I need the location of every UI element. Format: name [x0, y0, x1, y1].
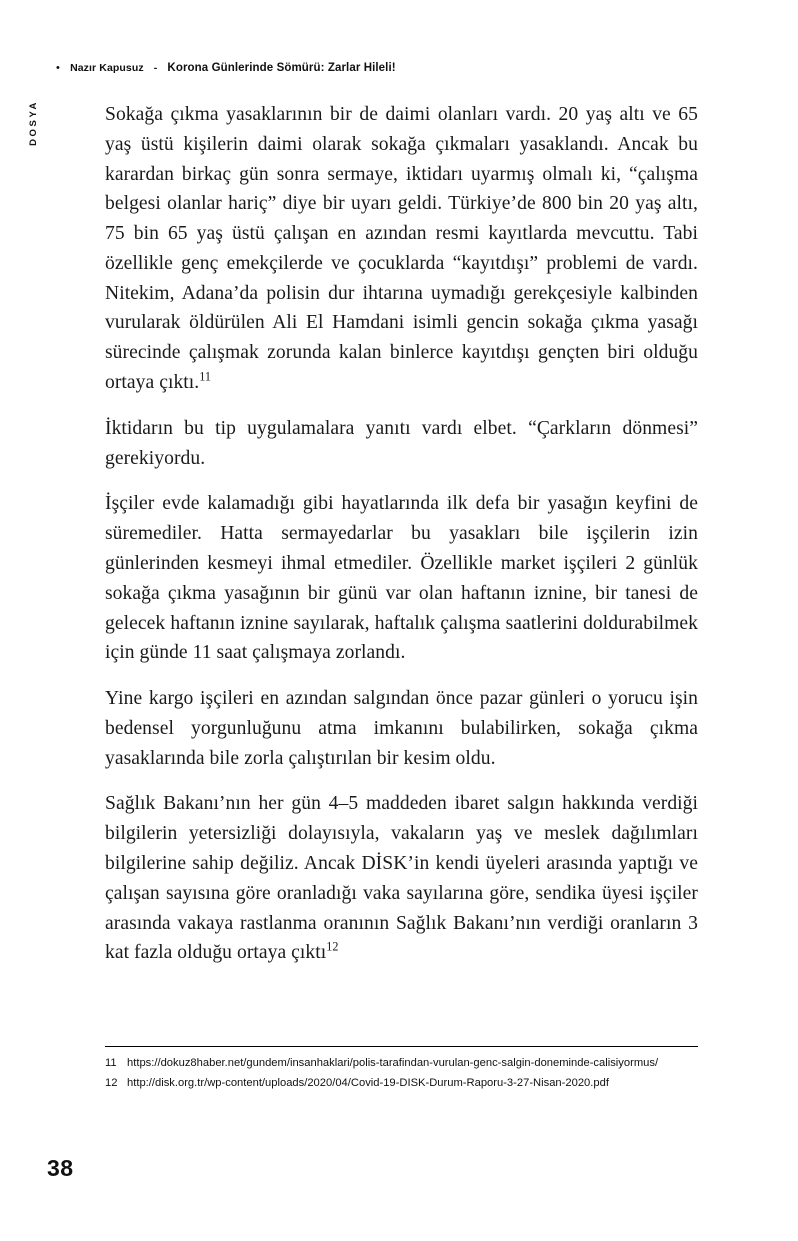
paragraph-text: Sağlık Bakanı’nın her gün 4–5 maddeden ibaret salgın hakkında verdiği bilgilerin yetersizliği dolayısıyla, vakaların yaş ve meslek dağılımları bilgilerine sahip değiliz. Ancak DİSK’in kendi üyeleri arasında yaptığı ve çalışan sayısına göre oranladığı vaka sayılarına göre, sendika üyesi işçiler arasında vakaya rastlanma oranının Sağlık Bakanı’nın verdiği oranların 3 kat fazla olduğu ortaya çıktı	[105, 793, 698, 964]
footnote-url[interactable]: http://disk.org.tr/wp-content/uploads/2020/04/Covid-19-DISK-Durum-Raporu-3-27-Nisan-2020.pdf	[127, 1076, 609, 1089]
footnote-number: 11	[105, 1057, 117, 1069]
page-number: 38	[47, 1155, 74, 1181]
paragraph	[105, 789, 698, 968]
running-head	[56, 62, 716, 74]
footnote-number: 12	[105, 1076, 118, 1089]
footnote-area	[105, 1046, 698, 1096]
footnote-url[interactable]: https://dokuz8haber.net/gundem/insanhaklari/polis-tarafindan-vurulan-genc-salgin-doneminde-calisiyormus/	[127, 1057, 659, 1069]
paragraph: İktidarın bu tip uygulamalara yanıtı vardı elbet. “Çarkların dönmesi” gerekiyordu.	[105, 417, 698, 469]
footnote-item	[105, 1056, 698, 1072]
running-head-title: Korona Günlerinde Sömürü: Zarlar Hileli!	[167, 62, 396, 74]
paragraph: Yine kargo işçileri en azından salgından önce pazar günleri o yorucu işin bedensel yorgunluğunu atma imkanını bulabilirken, sokağa çıkma yasaklarında bile zorla çalıştırılan bir kesim oldu.	[105, 688, 698, 769]
section-tab-label: DOSYA	[28, 100, 39, 146]
footnote-marker[interactable]: 12	[326, 939, 339, 954]
running-head-dash: -	[153, 62, 158, 74]
bullet-icon: •	[56, 61, 61, 74]
footnote-item	[105, 1076, 698, 1092]
paragraph: İşçiler evde kalamadığı gibi hayatlarında ilk defa bir yasağın keyfini de süremediler. Hatta sermayedarlar bu yasakları bile işçilerin izin günlerinden kesmeyi ihmal etmediler. Özellikle market işçileri 2 günlük sokağa çıkma yasağının bir günü var olan haftanın iznine, bir tanesi de gelecek haftanın iznine sayılarak, haftalık çalışma saatlerini doldurabilmek için günde 11 saat çalışmaya zorlandı.	[105, 493, 698, 664]
running-head-author: Nazır Kapusuz	[70, 62, 144, 74]
paragraph-text: Sokağa çıkma yasaklarının bir de daimi olanları vardı. 20 yaş altı ve 65 yaş üstü kişilerin daimi olarak sokağa çıkmaları yasaklandı. Ancak bu karardan birkaç gün sonra sermaye, iktidarı uyarmış olmalı ki, “çalışma belgesi olanlar hariç” diye bir uyarı geldi. Türkiye’de 800 bin 20 yaş altı, 75 bin 65 yaş üstü çalışan en azından resmi kayıtlarda mevcuttu. Tabi özellikle genç emekçilerde ve çocuklarda “kayıtdışı” problemi de vardı. Nitekim, Adana’da polisin dur ihtarına uymadığı gerekçesiyle kalbinden vurularak öldürülen Ali El Hamdani isimli gencin sokağa çıkma yasağı sürecinde çalışmak zorunda kalan binlerce kayıtdışı gençten biri olduğu ortaya çıktı.	[105, 104, 698, 394]
footnote-marker[interactable]: 11	[199, 369, 212, 384]
paragraph	[105, 100, 698, 398]
body-column	[105, 100, 698, 968]
